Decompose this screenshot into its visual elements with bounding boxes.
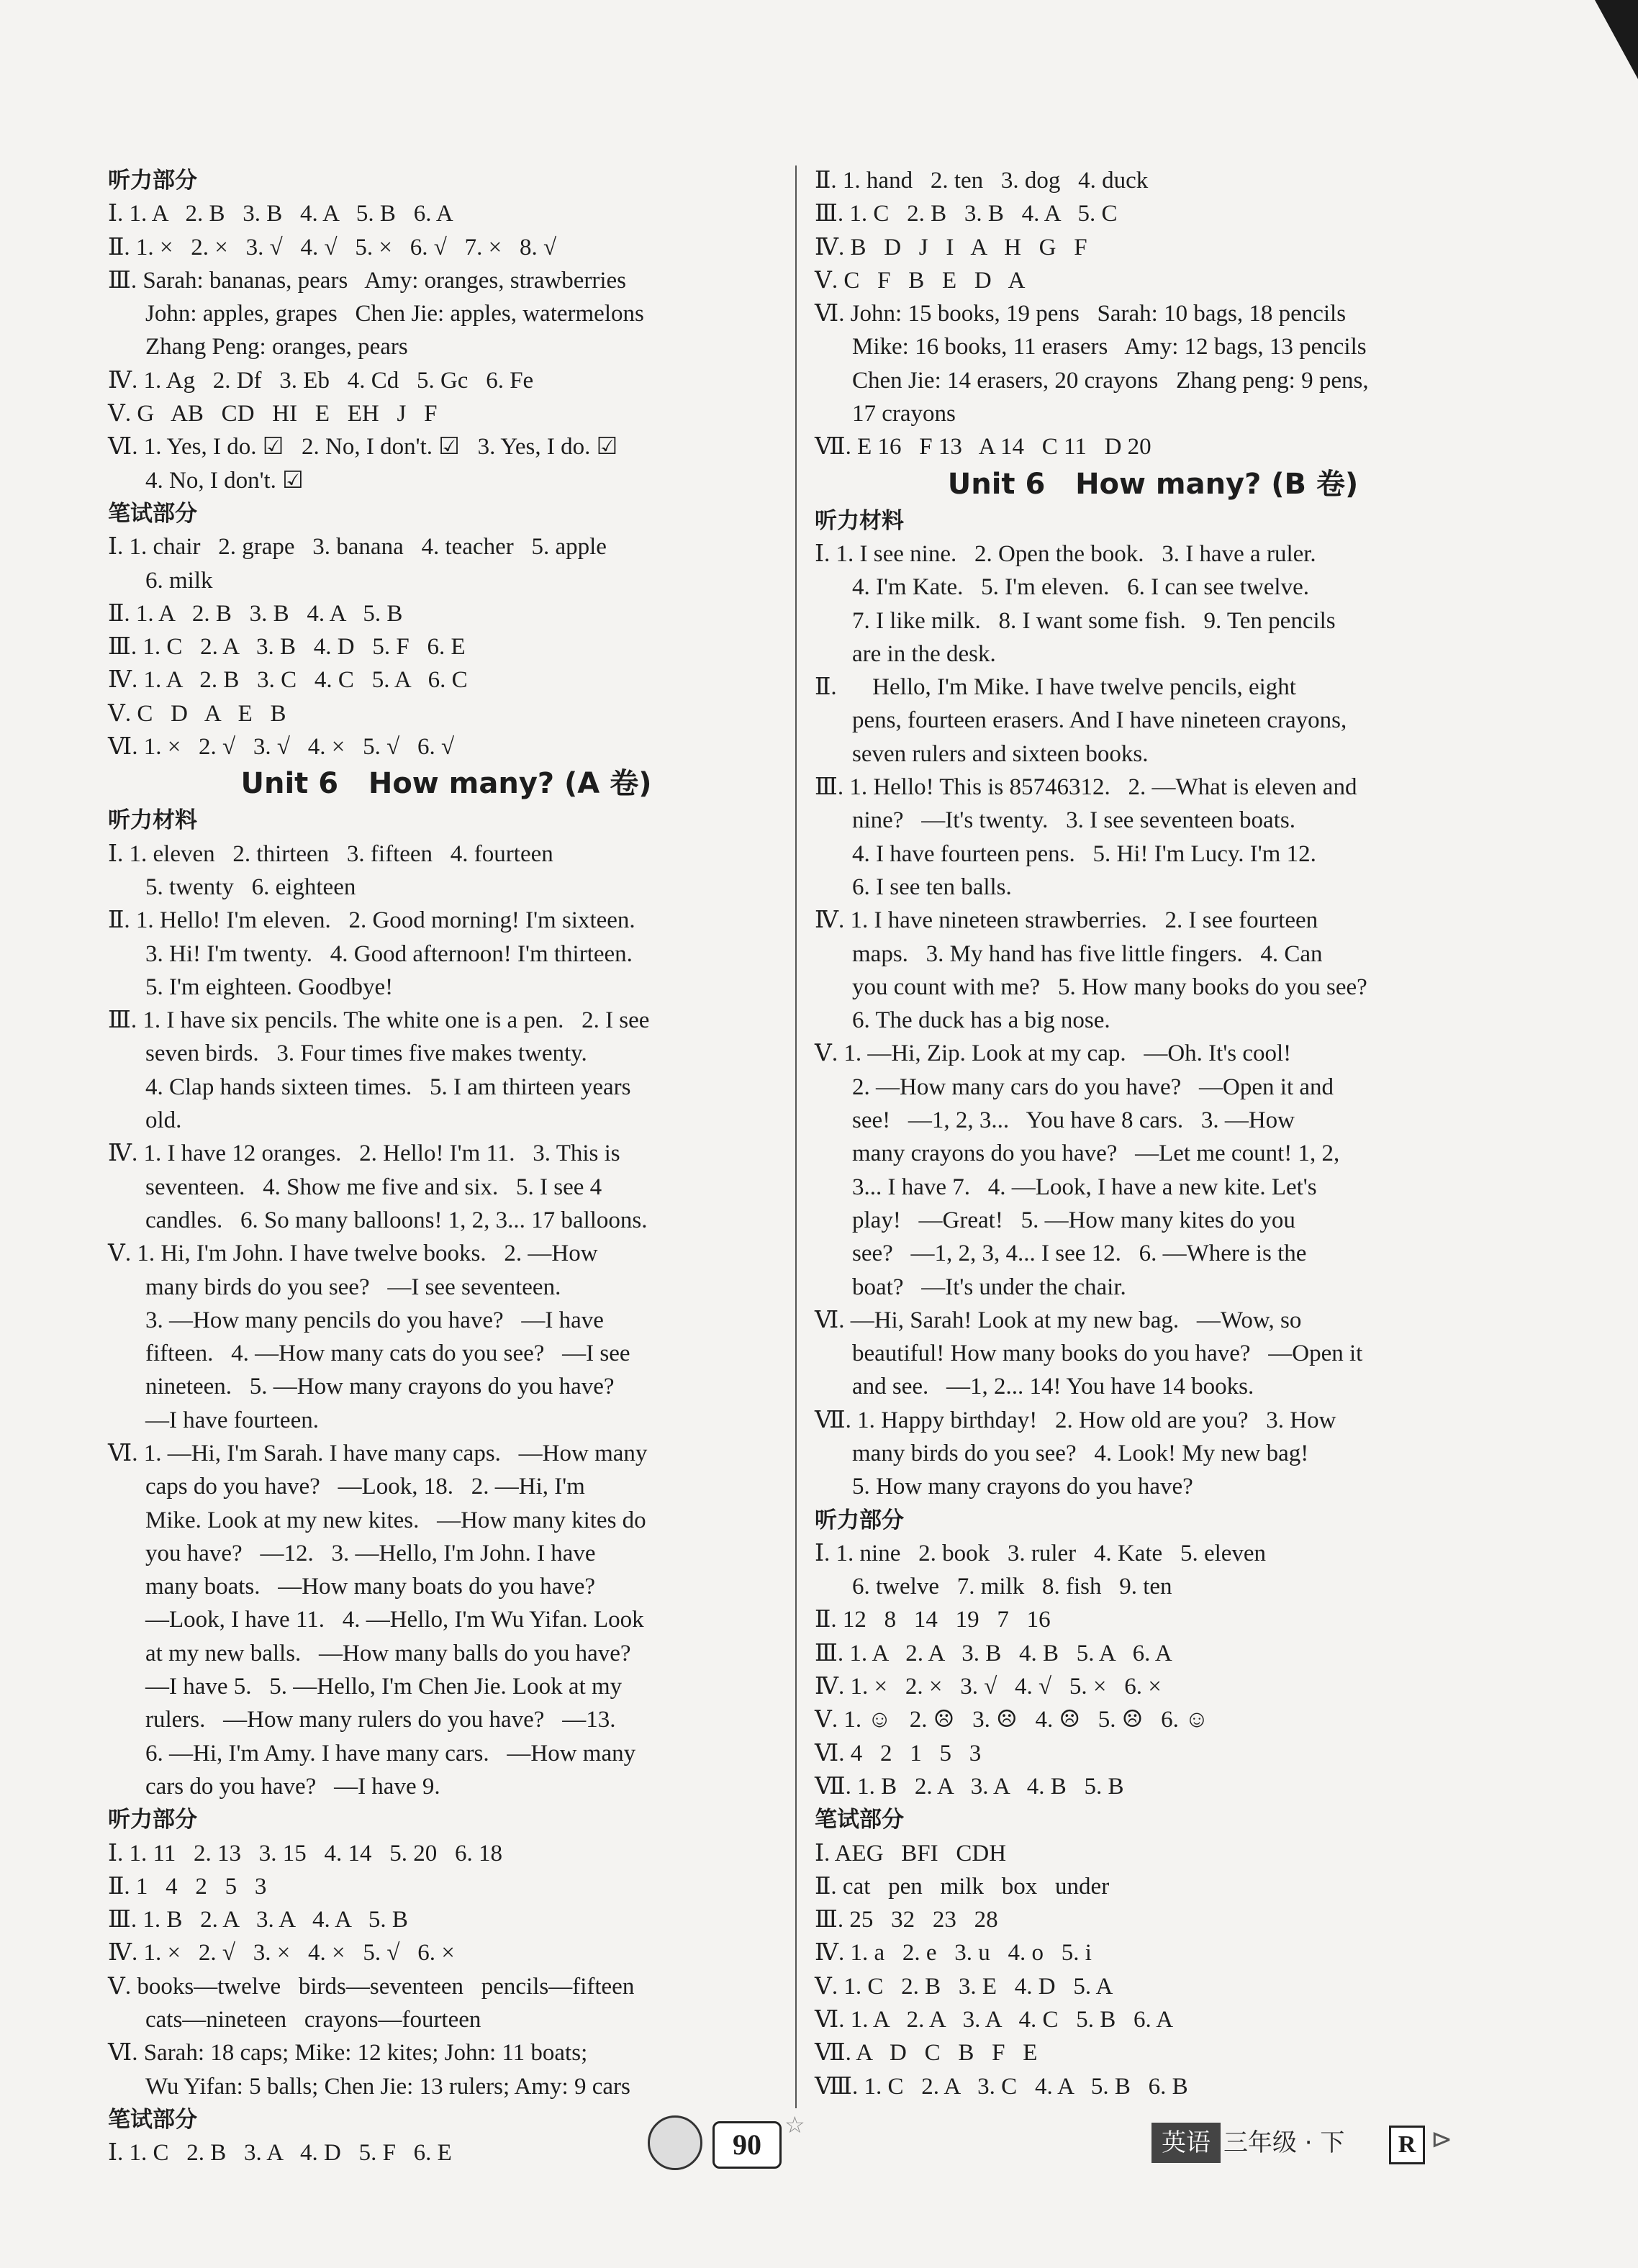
answer-line: caps do you have? —Look, 18. 2. —Hi, I'm — [145, 1474, 585, 1500]
answer-line: Ⅲ. 1. A 2. A 3. B 4. B 5. A 6. A — [815, 1640, 1172, 1666]
answer-line: Ⅵ. 1. Yes, I do. ☑ 2. No, I don't. ☑ 3. Yes, I do. ☑ — [108, 434, 618, 461]
answer-line: Ⅰ. 1. 11 2. 13 3. 15 4. 14 5. 20 6. 18 — [108, 1840, 503, 1866]
answer-line: Ⅳ. 1. Ag 2. Df 3. Eb 4. Cd 5. Gc 6. Fe — [108, 367, 534, 394]
answer-line: Ⅶ. A D C B F E — [815, 2040, 1038, 2067]
answer-line: Ⅳ. 1. I have 12 oranges. 2. Hello! I'm 11. 3. This is — [108, 1140, 620, 1167]
answer-line: Ⅶ. 1. Happy birthday! 2. How old are you? 3. How — [815, 1407, 1336, 1433]
answer-line: 17 crayons — [852, 401, 956, 427]
answer-line: Mike. Look at my new kites. —How many kites do — [145, 1507, 646, 1533]
answer-line: Ⅰ. 1. I see nine. 2. Open the book. 3. I have a ruler. — [815, 540, 1316, 567]
answer-line: Ⅴ. 1. Hi, I'm John. I have twelve books. 2. —How — [108, 1240, 598, 1267]
answer-line: seven rulers and sixteen books. — [852, 740, 1149, 767]
answer-line: Ⅶ. E 16 F 13 A 14 C 11 D 20 — [815, 434, 1151, 461]
star-icon: ☆ — [784, 2112, 805, 2138]
answer-line: cats—nineteen crayons—fourteen — [145, 2007, 481, 2033]
answer-line: Ⅱ. 12 8 14 19 7 16 — [815, 1607, 1051, 1633]
answer-line: Ⅵ. John: 15 books, 19 pens Sarah: 10 bags, 18 pencils — [815, 301, 1347, 327]
page-footer — [0, 2087, 1638, 2268]
apple-mascot-icon — [648, 2115, 702, 2170]
answer-line: 4. Clap hands sixteen times. 5. I am thirteen years — [145, 1074, 631, 1100]
answer-line: Ⅰ. AEG BFI CDH — [815, 1840, 1007, 1866]
answer-line: Ⅲ. 1. B 2. A 3. A 4. A 5. B — [108, 1907, 408, 1933]
grade-label: 三年级 · 下 — [1223, 2128, 1345, 2157]
answer-line: Ⅳ. 1. A 2. B 3. C 4. C 5. A 6. C — [108, 667, 468, 694]
answer-line: Ⅰ. 1. C 2. B 3. A 4. D 5. F 6. E — [108, 2140, 452, 2167]
answer-line: Ⅱ. 1 4 2 5 3 — [108, 1873, 267, 1900]
answer-line: 6. The duck has a big nose. — [852, 1007, 1110, 1034]
column-divider — [795, 165, 797, 2108]
answer-line: maps. 3. My hand has five little fingers. 4. Can — [852, 940, 1323, 967]
answer-line: you count with me? 5. How many books do you see? — [852, 974, 1367, 1000]
answer-line: John: apples, grapes Chen Jie: apples, watermelons — [145, 301, 644, 327]
answer-line: candles. 6. So many balloons! 1, 2, 3... 17 balloons. — [145, 1207, 648, 1233]
answer-line: many birds do you see? 4. Look! My new bag! — [852, 1440, 1309, 1466]
answer-line: Mike: 16 books, 11 erasers Amy: 12 bags, 13 pencils — [852, 334, 1367, 360]
section-heading: 笔试部分 — [108, 2106, 197, 2133]
answer-line: 3. Hi! I'm twenty. 4. Good afternoon! I'm thirteen. — [145, 940, 633, 967]
answer-line: Ⅳ. 1. I have nineteen strawberries. 2. I see fourteen — [815, 907, 1318, 934]
answer-line: 5. twenty 6. eighteen — [145, 874, 356, 900]
answer-line: beautiful! How many books do you have? —Open it — [852, 1341, 1363, 1367]
corner-mark — [1595, 0, 1638, 79]
answer-line: nineteen. 5. —How many crayons do you have? — [145, 1374, 615, 1400]
arrow-icon: ⊳ — [1431, 2125, 1453, 2154]
answer-line: fifteen. 4. —How many cats do you see? —I see — [145, 1341, 630, 1367]
answer-line: Ⅵ. 1. A 2. A 3. A 4. C 5. B 6. A — [815, 2007, 1174, 2033]
answer-line: nine? —It's twenty. 3. I see seventeen boats. — [852, 807, 1295, 834]
answer-line: boat? —It's under the chair. — [852, 1274, 1126, 1300]
answer-line: Ⅵ. —Hi, Sarah! Look at my new bag. —Wow, so — [815, 1307, 1302, 1333]
answer-line: rulers. —How many rulers do you have? —13. — [145, 1707, 616, 1733]
answer-line: pens, fourteen erasers. And I have nineteen crayons, — [852, 707, 1347, 734]
answer-line: Ⅱ. cat pen milk box under — [815, 1873, 1110, 1900]
answer-line: 6. I see ten balls. — [852, 874, 1012, 900]
answer-line: Ⅵ. 4 2 1 5 3 — [815, 1740, 982, 1766]
answer-line: see? —1, 2, 3, 4... I see 12. 6. —Where is the — [852, 1240, 1307, 1267]
answer-line: Ⅲ. Sarah: bananas, pears Amy: oranges, strawberries — [108, 267, 627, 294]
answer-line: 7. I like milk. 8. I want some fish. 9. Ten pencils — [852, 607, 1336, 634]
answer-line: Ⅲ. 25 32 23 28 — [815, 1907, 998, 1933]
answer-line: Ⅴ. 1. ☺ 2. ☹ 3. ☹ 4. ☹ 5. ☹ 6. ☺ — [815, 1707, 1209, 1733]
answer-line: Ⅲ. 1. I have six pencils. The white one is a pen. 2. I see — [108, 1007, 650, 1034]
unit-title: Unit 6 How many? (A 卷) — [240, 767, 652, 801]
answer-line: Ⅴ. C F B E D A — [815, 267, 1026, 294]
answer-line: 4. No, I don't. ☑ — [145, 467, 304, 494]
answer-line: Ⅵ. 1. × 2. √ 3. √ 4. × 5. √ 6. √ — [108, 734, 455, 761]
answer-line: Ⅵ. 1. —Hi, I'm Sarah. I have many caps. —How many — [108, 1440, 648, 1466]
answer-line: old. — [145, 1107, 182, 1134]
answer-line: Ⅴ. books—twelve birds—seventeen pencils—fifteen — [108, 1973, 635, 2000]
answer-line: Ⅳ. B D J I A H G F — [815, 234, 1087, 260]
answer-line: Wu Yifan: 5 balls; Chen Jie: 13 rulers; Amy: 9 cars — [145, 2073, 630, 2100]
answer-line: Ⅴ. C D A E B — [108, 700, 286, 727]
section-heading: 听力材料 — [815, 507, 904, 534]
unit-title: Unit 6 How many? (B 卷) — [947, 467, 1359, 501]
answer-line: many crayons do you have? —Let me count! 1, 2, — [852, 1140, 1340, 1167]
answer-line: Ⅱ. 1. A 2. B 3. B 4. A 5. B — [108, 600, 403, 627]
section-heading: 笔试部分 — [815, 1807, 904, 1833]
answer-line: cars do you have? —I have 9. — [145, 1773, 440, 1800]
answer-line: Ⅴ. 1. —Hi, Zip. Look at my cap. —Oh. It's cool! — [815, 1040, 1292, 1067]
answer-line: 3... I have 7. 4. —Look, I have a new kite. Let's — [852, 1174, 1317, 1200]
section-heading: 听力部分 — [108, 1807, 197, 1833]
answer-line: 4. I'm Kate. 5. I'm eleven. 6. I can see twelve. — [852, 574, 1309, 601]
page-number: 90 — [712, 2121, 782, 2169]
answer-line: at my new balls. —How many balls do you have? — [145, 1640, 631, 1666]
answer-line: Ⅱ. 1. × 2. × 3. √ 4. √ 5. × 6. √ 7. × 8. √ — [108, 234, 557, 260]
answer-line: Ⅴ. G AB CD HI E EH J F — [108, 401, 438, 427]
answer-line: Ⅶ. 1. B 2. A 3. A 4. B 5. B — [815, 1773, 1124, 1800]
section-heading: 笔试部分 — [108, 500, 197, 527]
answer-line: Ⅳ. 1. × 2. √ 3. × 4. × 5. √ 6. × — [108, 1940, 455, 1967]
subject-badge: 英语 — [1151, 2123, 1221, 2163]
answer-line: 2. —How many cars do you have? —Open it and — [852, 1074, 1334, 1100]
answer-line: Ⅲ. 1. C 2. A 3. B 4. D 5. F 6. E — [108, 634, 466, 661]
section-heading: 听力材料 — [108, 807, 197, 834]
answer-line: —Look, I have 11. 4. —Hello, I'm Wu Yifan. Look — [145, 1607, 644, 1633]
answer-line: Ⅲ. 1. Hello! This is 85746312. 2. —What is eleven and — [815, 774, 1357, 801]
answer-line: Ⅰ. 1. chair 2. grape 3. banana 4. teacher 5. apple — [108, 534, 607, 561]
answer-line: —I have fourteen. — [145, 1407, 319, 1433]
answer-line: 4. I have fourteen pens. 5. Hi! I'm Lucy. I'm 12. — [852, 840, 1316, 867]
answer-line: play! —Great! 5. —How many kites do you — [852, 1207, 1295, 1233]
answer-line: 6. —Hi, I'm Amy. I have many cars. —How many — [145, 1740, 636, 1766]
answer-line: are in the desk. — [852, 640, 996, 667]
answer-line: Ⅱ. Hello, I'm Mike. I have twelve pencils, eight — [815, 674, 1296, 701]
answer-line: Ⅰ. 1. nine 2. book 3. ruler 4. Kate 5. eleven — [815, 1540, 1267, 1566]
answer-line: you have? —12. 3. —Hello, I'm John. I have — [145, 1540, 596, 1566]
answer-line: Chen Jie: 14 erasers, 20 crayons Zhang peng: 9 pens, — [852, 367, 1369, 394]
answer-line: 6. milk — [145, 567, 213, 594]
answer-line: —I have 5. 5. —Hello, I'm Chen Jie. Look at my — [145, 1674, 623, 1700]
answer-line: many birds do you see? —I see seventeen. — [145, 1274, 561, 1300]
answer-line: Ⅳ. 1. × 2. × 3. √ 4. √ 5. × 6. × — [815, 1674, 1162, 1700]
section-heading: 听力部分 — [108, 168, 197, 194]
answer-line: 3. —How many pencils do you have? —I have — [145, 1307, 604, 1333]
section-heading: 听力部分 — [815, 1507, 904, 1533]
answer-line: Ⅵ. Sarah: 18 caps; Mike: 12 kites; John: 11 boats; — [108, 2040, 588, 2067]
answer-line: 5. How many crayons do you have? — [852, 1474, 1193, 1500]
answer-line: 5. I'm eighteen. Goodbye! — [145, 974, 394, 1000]
right-column — [815, 164, 1491, 2103]
answer-line: 6. twelve 7. milk 8. fish 9. ten — [852, 1574, 1172, 1600]
answer-line: seven birds. 3. Four times five makes twenty. — [145, 1040, 587, 1067]
answer-line: Ⅱ. 1. Hello! I'm eleven. 2. Good morning! I'm sixteen. — [108, 907, 635, 934]
answer-line: Zhang Peng: oranges, pears — [145, 334, 408, 360]
answer-line: Ⅴ. 1. C 2. B 3. E 4. D 5. A — [815, 1973, 1113, 2000]
answer-line: seventeen. 4. Show me five and six. 5. I see 4 — [145, 1174, 602, 1200]
answer-line: and see. —1, 2... 14! You have 14 books. — [852, 1374, 1254, 1400]
answer-line: Ⅱ. 1. hand 2. ten 3. dog 4. duck — [815, 168, 1149, 194]
answer-line: Ⅰ. 1. A 2. B 3. B 4. A 5. B 6. A — [108, 201, 453, 227]
answer-line: many boats. —How many boats do you have? — [145, 1574, 596, 1600]
answer-line: Ⅷ. 1. C 2. A 3. C 4. A 5. B 6. B — [815, 2073, 1188, 2100]
answer-line: Ⅲ. 1. C 2. B 3. B 4. A 5. C — [815, 201, 1118, 227]
answer-line: see! —1, 2, 3... You have 8 cars. 3. —How — [852, 1107, 1295, 1134]
answer-line: Ⅳ. 1. a 2. e 3. u 4. o 5. i — [815, 1940, 1092, 1967]
edition-badge: R — [1389, 2126, 1425, 2164]
answer-line: Ⅰ. 1. eleven 2. thirteen 3. fifteen 4. fourteen — [108, 840, 553, 867]
left-column — [108, 164, 784, 2170]
